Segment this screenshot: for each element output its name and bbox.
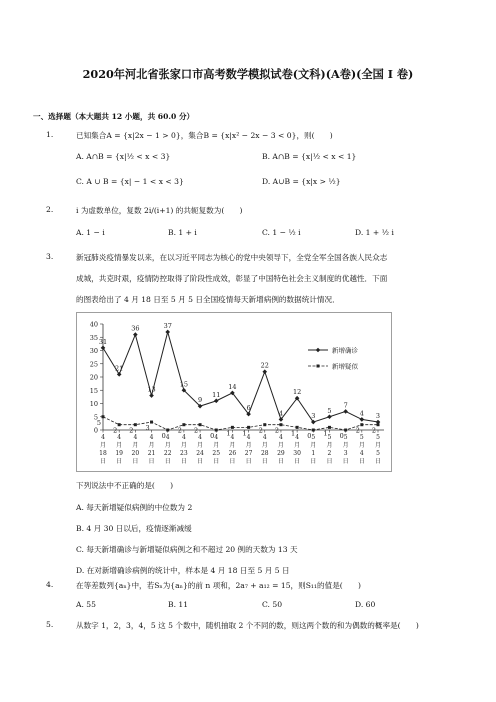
data-point-suspected (215, 429, 218, 432)
data-label-suspected: 2 (258, 426, 263, 435)
x-tick-month-unit: 月 (213, 442, 220, 449)
x-tick-month: 5 (311, 434, 316, 441)
x-tick-day: 19 (115, 450, 123, 457)
data-point-suspected (360, 423, 363, 426)
x-tick-month: 4 (230, 434, 235, 441)
q3-option-a: A. 每天新增疑似病例的中位数为 2 (76, 503, 193, 512)
data-point-suspected (312, 429, 315, 432)
x-tick-day-unit: 日 (197, 458, 204, 465)
q1-option-c: C. A ∪ B = {x| − 1 < x < 3} (76, 177, 184, 186)
x-tick-month: 4 (214, 434, 219, 441)
data-label-confirmed: 4 (359, 409, 364, 418)
x-tick-day: 18 (99, 450, 107, 457)
x-tick-day: 27 (244, 450, 253, 457)
data-label-suspected: 0 (210, 432, 215, 440)
data-label-confirmed: 37 (163, 321, 172, 330)
x-tick-day: 22 (163, 450, 172, 457)
q3-number: 3. (46, 252, 54, 261)
data-label-confirmed: 36 (131, 324, 140, 333)
x-tick-day: 24 (196, 450, 204, 457)
data-label-confirmed: 7 (343, 401, 348, 410)
x-tick-month: 4 (295, 434, 300, 441)
q1-number: 1. (46, 130, 54, 139)
x-tick-day: 29 (277, 450, 285, 457)
x-tick-month-unit: 月 (326, 442, 333, 449)
q1-option-b: B. A∩B = {x|½ < x < 1} (262, 152, 357, 161)
x-tick-month: 4 (181, 434, 186, 441)
q2-option-c: C. 1 − ½ i (262, 228, 301, 237)
data-label-suspected: 2 (129, 426, 134, 435)
x-tick-month-unit: 月 (277, 442, 284, 449)
x-tick-month-unit: 月 (229, 442, 236, 449)
x-tick-month: 4 (101, 434, 105, 441)
q2-option-d: D. 1 + ½ i (355, 228, 394, 237)
x-tick-month-unit: 月 (245, 442, 252, 449)
x-tick-month: 5 (343, 434, 348, 441)
q4-option-c: C. 50 (262, 600, 283, 609)
data-point-suspected (118, 423, 121, 426)
q2-option-b: B. 1 + i (168, 228, 197, 237)
x-tick-month: 4 (246, 434, 251, 441)
q1-option-a: A. A∩B = {x|½ < x < 3} (76, 152, 171, 161)
data-point-suspected (134, 423, 137, 426)
x-tick-month-unit: 月 (132, 442, 139, 449)
q3-text-line: 新冠肺炎疫情暴发以来，在以习近平同志为核心的党中央领导下，全党全军全国各族人民众志 (76, 253, 388, 262)
x-tick-month-unit: 月 (358, 442, 365, 449)
x-tick-day: 21 (147, 450, 156, 457)
data-label-confirmed: 4 (278, 409, 284, 418)
data-point-suspected (377, 423, 380, 426)
data-point-suspected (279, 423, 282, 426)
x-tick-day-unit: 日 (164, 458, 171, 465)
data-label-confirmed: 12 (292, 388, 302, 397)
y-tick-label: 15 (89, 386, 98, 395)
x-tick-month-unit: 月 (374, 442, 382, 449)
data-point-suspected (344, 429, 347, 432)
y-tick-label: 5 (93, 413, 98, 422)
data-label-suspected: 0 (161, 432, 166, 440)
q3-option-b: B. 4 月 30 日以后，疫情逐渐减缓 (76, 524, 192, 533)
data-label-suspected: 1 (291, 429, 296, 438)
x-tick-month-unit: 月 (310, 442, 317, 449)
x-tick-month-unit: 月 (180, 442, 187, 449)
x-tick-month-unit: 月 (294, 442, 301, 449)
data-label-suspected: 2 (371, 426, 377, 435)
data-point-suspected (296, 426, 299, 429)
x-tick-day: 30 (293, 450, 301, 457)
x-tick-day: 20 (131, 450, 140, 457)
data-point-suspected (247, 426, 250, 429)
x-tick-day-unit: 日 (99, 458, 107, 465)
data-label-suspected: 1 (323, 429, 328, 438)
x-tick-day: 2 (327, 450, 332, 457)
x-tick-month: 4 (165, 434, 170, 441)
data-label-confirmed: 5 (327, 406, 332, 415)
data-point-suspected (150, 421, 153, 424)
q3-text-line: 成城，共克时艰，疫情防控取得了阶段性成效，彰显了中国特色社会主义制度的优越性．下面 (76, 274, 388, 283)
page-title: 2020年河北省张家口市高考数学模拟试卷(文科)(A卷)(全国 I 卷) (82, 67, 414, 81)
q2-number: 2. (46, 205, 54, 214)
x-tick-day-unit: 日 (148, 458, 155, 465)
x-tick-day: 23 (180, 450, 188, 457)
data-label-suspected: 3 (145, 424, 150, 433)
data-label-confirmed: 3 (311, 412, 316, 421)
y-tick-label: 30 (89, 347, 98, 355)
x-tick-month: 4 (117, 434, 122, 441)
data-point-suspected (263, 423, 266, 426)
x-tick-month: 5 (327, 434, 332, 441)
data-label-suspected: 2 (274, 426, 280, 435)
data-point-suspected (328, 426, 331, 429)
x-tick-month: 4 (279, 434, 283, 441)
y-tick-label: 0 (93, 426, 98, 435)
epidemic-line-chart (76, 312, 392, 472)
q4-option-a: A. 55 (76, 600, 96, 609)
x-tick-day: 5 (376, 450, 380, 457)
y-tick-label: 40 (89, 320, 98, 329)
x-tick-day-unit: 日 (116, 458, 123, 465)
data-label-suspected: 0 (339, 432, 344, 440)
q3-option-d: D. 在对新增确诊病例的统计中，样本是 4 月 18 日至 5 月 5 日 (76, 566, 290, 575)
q4-option-d: D. 60 (355, 600, 376, 609)
data-point-suspected (231, 426, 234, 429)
q5-text: 从数字 1，2，3，4，5 这 5 个数中，随机抽取 2 个不同的数，则这两个数的和为偶数的概率是( ) (76, 621, 419, 630)
data-label-confirmed: 31 (98, 337, 108, 346)
x-tick-day: 3 (343, 450, 348, 457)
data-point-suspected (182, 423, 185, 426)
q2-text: i 为虚数单位，复数 2i/(i+1) 的共轭复数为( ) (76, 206, 243, 215)
y-tick-label: 10 (89, 400, 98, 408)
x-tick-month-unit: 月 (116, 442, 123, 449)
q4-number: 4. (46, 580, 54, 589)
data-label-confirmed: 21 (115, 364, 124, 373)
data-point-suspected (166, 429, 169, 432)
x-tick-month: 4 (262, 434, 267, 441)
x-tick-day-unit: 日 (342, 458, 349, 465)
x-tick-month-unit: 月 (164, 442, 171, 449)
x-tick-day-unit: 日 (229, 458, 236, 465)
q3-option-c: C. 每天新增确诊与新增疑似病例之和不超过 20 例的天数为 13 天 (76, 545, 298, 554)
legend-label-confirmed: 新增确诊 (332, 346, 358, 355)
y-tick-label: 25 (89, 360, 98, 369)
data-label-suspected: 5 (96, 418, 102, 427)
x-tick-day: 4 (359, 450, 364, 457)
x-tick-day-unit: 日 (358, 458, 365, 465)
x-tick-day: 25 (212, 450, 221, 457)
data-label-suspected: 2 (355, 426, 360, 435)
x-tick-day-unit: 日 (132, 458, 139, 465)
x-tick-day-unit: 日 (180, 458, 187, 465)
x-tick-month-unit: 月 (148, 442, 155, 449)
x-tick-month: 4 (198, 434, 202, 441)
q5-number: 5. (46, 620, 54, 629)
data-label-confirmed: 15 (179, 380, 189, 389)
data-label-suspected: 0 (307, 432, 312, 440)
x-tick-month: 4 (133, 434, 138, 441)
q3-question: 下列说法中不正确的是( ) (76, 481, 174, 490)
x-tick-month-unit: 月 (99, 442, 107, 449)
data-label-confirmed: 14 (228, 382, 237, 391)
data-label-confirmed: 11 (212, 390, 221, 399)
x-tick-day-unit: 日 (245, 458, 252, 465)
data-label-confirmed: 22 (260, 361, 269, 370)
x-tick-month-unit: 月 (342, 442, 349, 449)
x-tick-day: 26 (228, 450, 237, 457)
q4-text: 在等差数列{aₙ}中，若Sₙ为{aₙ}的前 n 项和，2a₇ + a₁₂ = 15，则S₁₁的值是( ) (76, 581, 361, 590)
legend-label-suspected: 新增疑似 (332, 362, 358, 371)
data-label-confirmed: 3 (375, 412, 381, 421)
x-tick-month-unit: 月 (261, 442, 268, 449)
x-tick-day-unit: 日 (277, 458, 284, 465)
x-tick-day-unit: 日 (213, 458, 220, 465)
x-tick-month: 5 (359, 434, 364, 441)
x-tick-day-unit: 日 (294, 458, 301, 465)
data-label-suspected: 1 (226, 429, 231, 438)
data-point-suspected (199, 423, 202, 426)
x-tick-day-unit: 日 (326, 458, 333, 465)
data-label-suspected: 2 (177, 426, 182, 435)
data-label-suspected: 2 (113, 426, 118, 435)
x-tick-day-unit: 日 (261, 458, 268, 465)
x-tick-day-unit: 日 (374, 458, 382, 465)
x-tick-month: 4 (149, 434, 154, 441)
x-tick-day: 28 (260, 450, 269, 457)
q1-option-d: D. A∪B = {x|x > ½} (262, 177, 341, 186)
q3-text-line: 的图表给出了 4 月 18 日至 5 月 5 日全国疫情每天新增病例的数据统计情况． (76, 295, 340, 304)
data-label-confirmed: 6 (246, 404, 251, 413)
q4-option-b: B. 11 (168, 600, 189, 609)
q2-option-a: A. 1 − i (76, 228, 105, 237)
data-label-confirmed: 13 (147, 385, 156, 394)
data-point-suspected (102, 415, 105, 418)
x-tick-day-unit: 日 (310, 458, 317, 465)
data-label-suspected: 1 (242, 429, 247, 438)
q1-text: 已知集合A = {x|2x − 1 > 0}，集合B = {x|x² − 2x − 3 < 0}，则( ) (76, 131, 333, 140)
x-tick-month: 5 (376, 434, 380, 441)
y-tick-label: 35 (89, 333, 98, 342)
section-heading: 一、选择题（本大题共 12 小题，共 60.0 分） (33, 112, 195, 121)
x-tick-month-unit: 月 (197, 442, 204, 449)
x-tick-day: 1 (311, 450, 316, 457)
data-label-confirmed: 9 (197, 396, 203, 405)
legend-marker-suspected (317, 365, 320, 368)
data-label-suspected: 2 (193, 426, 199, 435)
y-tick-label: 20 (89, 373, 98, 382)
